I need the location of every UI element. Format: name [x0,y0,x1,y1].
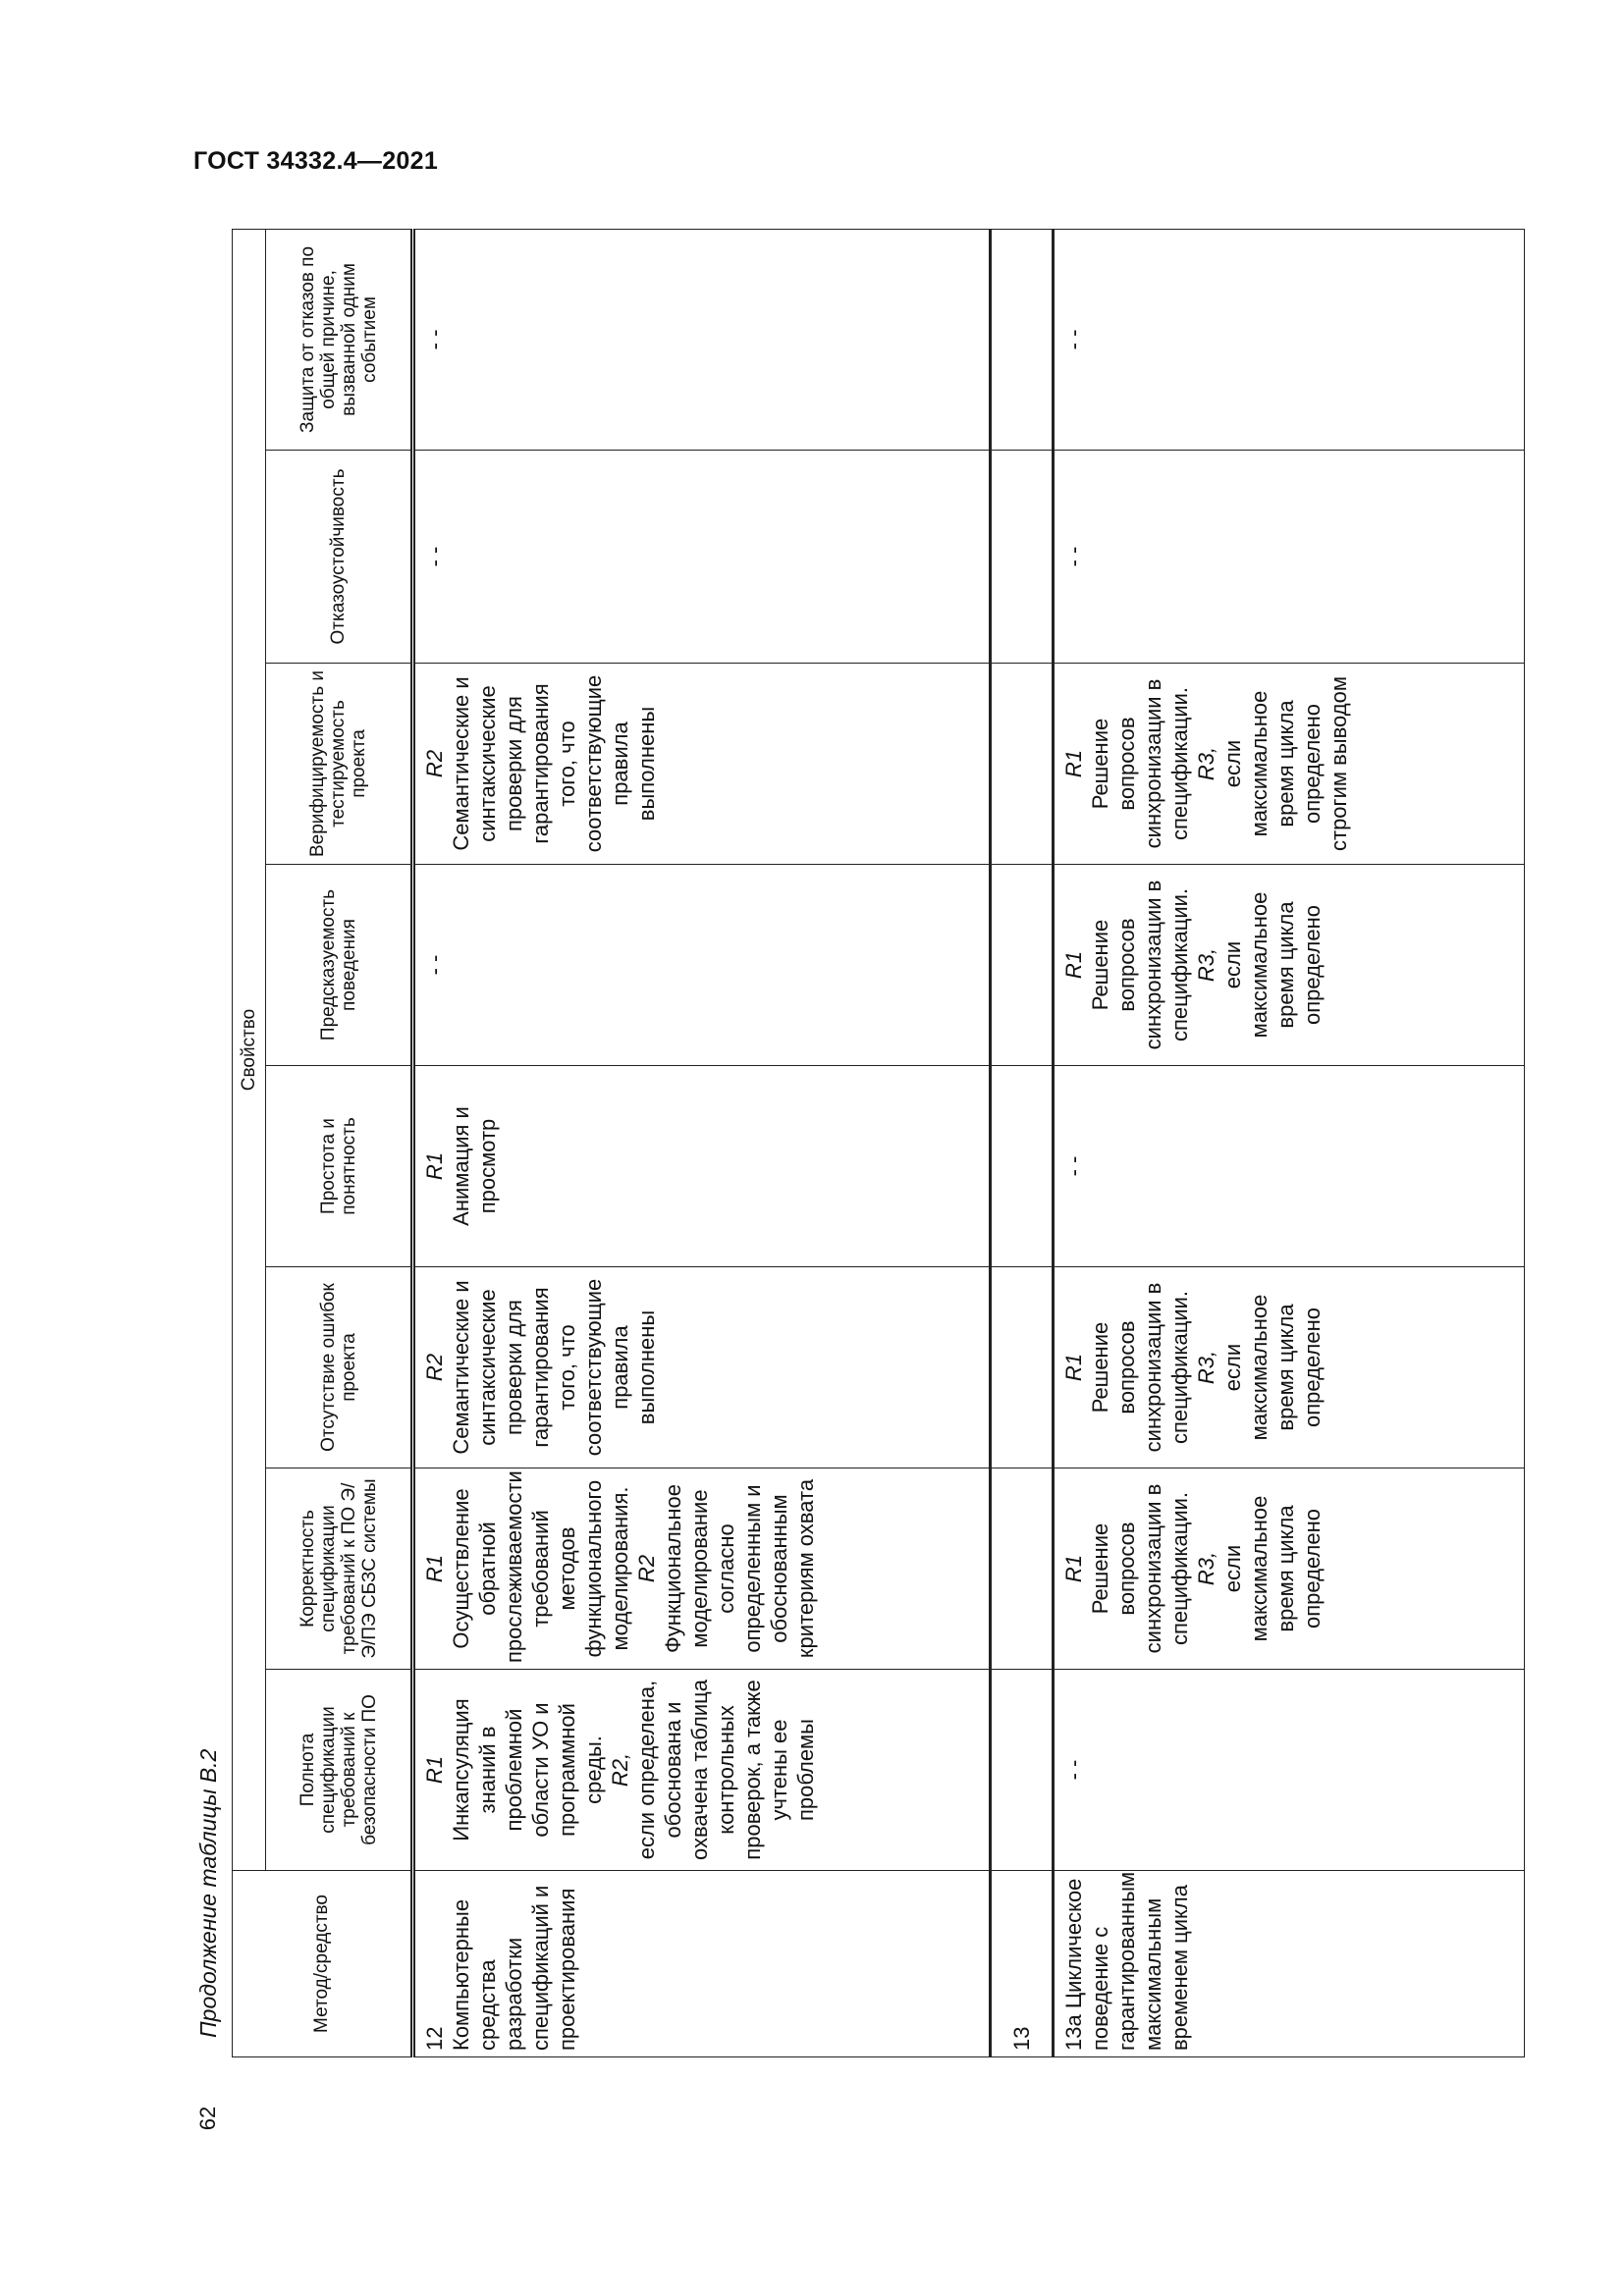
table-row [413,229,991,2056]
cell-text: Инкапсуляция знаний в проблемной области УО и программной среды. [449,1698,606,1842]
cell-text: если максимальное время цикла определено [1220,891,1325,1039]
rating-code: R1 [422,1151,447,1181]
cell-text: Семантические и синтаксические проверки для гарантирования того, что соответствующие правила выполнены [449,674,659,853]
rating-code: R2 [422,749,447,778]
document-header: ГОСТ 34332.4—2021 [193,147,439,175]
property-cell [1054,1267,1525,1468]
rating-code: R3, [1194,947,1218,983]
col-header: Предсказуемость поведения [266,865,413,1066]
method-cell: 13а Циклическое поведение с гарантированным максимальным временем цикла [1054,1871,1525,2057]
property-cell [413,865,991,1066]
rating-code: R1 [1061,950,1086,980]
property-cell [413,1066,991,1267]
property-cell [413,1267,991,1468]
empty-cell [991,664,1054,865]
rating-code: R2, [608,1752,632,1788]
cell-text: если определена, обоснована и охвачена таблица контрольных проверок, а также учтены ее проблемы [634,1680,818,1861]
property-cell [1054,1670,1525,1871]
properties-table [232,229,1525,2057]
cell-text: - - [1061,329,1086,350]
empty-cell [991,1468,1054,1670]
empty-cell [991,1670,1054,1871]
method-cell: 12 Компьютерные средства разработки спецификаций и проектирования [413,1871,991,2057]
empty-cell [991,1267,1054,1468]
rating-code: R2 [634,1554,659,1583]
col-header: Защита от отказов по общей причине, вызванной одним событием [266,229,413,450]
rating-code: R1 [1061,1353,1086,1382]
col-header: Корректность спецификации требований к ПО Э/Э/ПЭ СБЗС системы [266,1468,413,1670]
cell-text: Решение вопросов синхронизации в спецификации. [1088,1282,1192,1453]
cell-text: Анимация и просмотр [449,1106,500,1226]
col-header: Простота и понятность [266,1066,413,1267]
table-caption: Продолжение таблицы В.2 [195,1748,221,2038]
rating-code: R1 [422,1554,447,1583]
cell-text: Функциональное моделирование согласно определенным и обоснованным критериям охвата [661,1478,818,1659]
rating-code: R3, [1194,1350,1218,1385]
empty-cell [991,229,1054,450]
property-cell [1054,1066,1525,1267]
property-cell [1054,1468,1525,1670]
cell-text: - - [422,546,447,567]
page-number: 62 [195,2106,220,2131]
property-cell [413,664,991,865]
table-row [1054,229,1525,2056]
empty-cell [991,451,1054,664]
cell-text: Решение вопросов синхронизации в спецификации. [1088,1483,1192,1654]
rating-code: R1 [1061,1554,1086,1583]
property-cell [1054,229,1525,450]
cell-text: если максимальное время цикла определено [1220,1294,1325,1441]
rating-code: R3, [1194,746,1218,781]
table-container [232,230,1520,2057]
empty-cell [991,865,1054,1066]
property-cell [413,451,991,664]
cell-text: если максимальное время цикла определено [1220,1495,1325,1642]
property-cell [1054,865,1525,1066]
cell-text: - - [1061,546,1086,567]
cell-text: Решение вопросов синхронизации в спецификации. [1088,880,1192,1050]
property-cell [1054,451,1525,664]
cell-text: если максимальное время цикла определено строгим выводом [1220,676,1351,851]
rating-code: R2 [422,1353,447,1382]
group-header: Свойство [233,229,266,1870]
rotated-table [232,230,1520,2057]
cell-text: - - [1061,1155,1086,1177]
cell-text: Решение вопросов синхронизации в спецификации. [1088,678,1192,849]
col-method: Метод/средство [233,1871,413,2057]
cell-text: - - [422,329,447,350]
table-row [991,229,1054,2056]
property-cell [1054,664,1525,865]
cell-text: Осуществление обратной прослеживаемости требований методов функционального моделирования. [449,1470,632,1663]
cell-text: Семантические и синтаксические проверки для гарантирования того, что соответствующие правила выполнены [449,1278,659,1457]
col-header: Полнота спецификации требований к безопасности ПО [266,1670,413,1871]
cell-text: - - [422,954,447,976]
col-header: Отказоустойчивость [266,451,413,664]
method-cell: 13 [991,1871,1054,2057]
rating-code: R1 [422,1755,447,1785]
col-header: Отсутствие ошибок проекта [266,1267,413,1468]
rating-code: R1 [1061,749,1086,778]
property-cell [413,1670,991,1871]
cell-text: - - [1061,1759,1086,1781]
col-header: Верифицируемость и тестируемость проекта [266,664,413,865]
property-cell [413,1468,991,1670]
property-cell [413,229,991,450]
rating-code: R3, [1194,1551,1218,1586]
empty-cell [991,1066,1054,1267]
